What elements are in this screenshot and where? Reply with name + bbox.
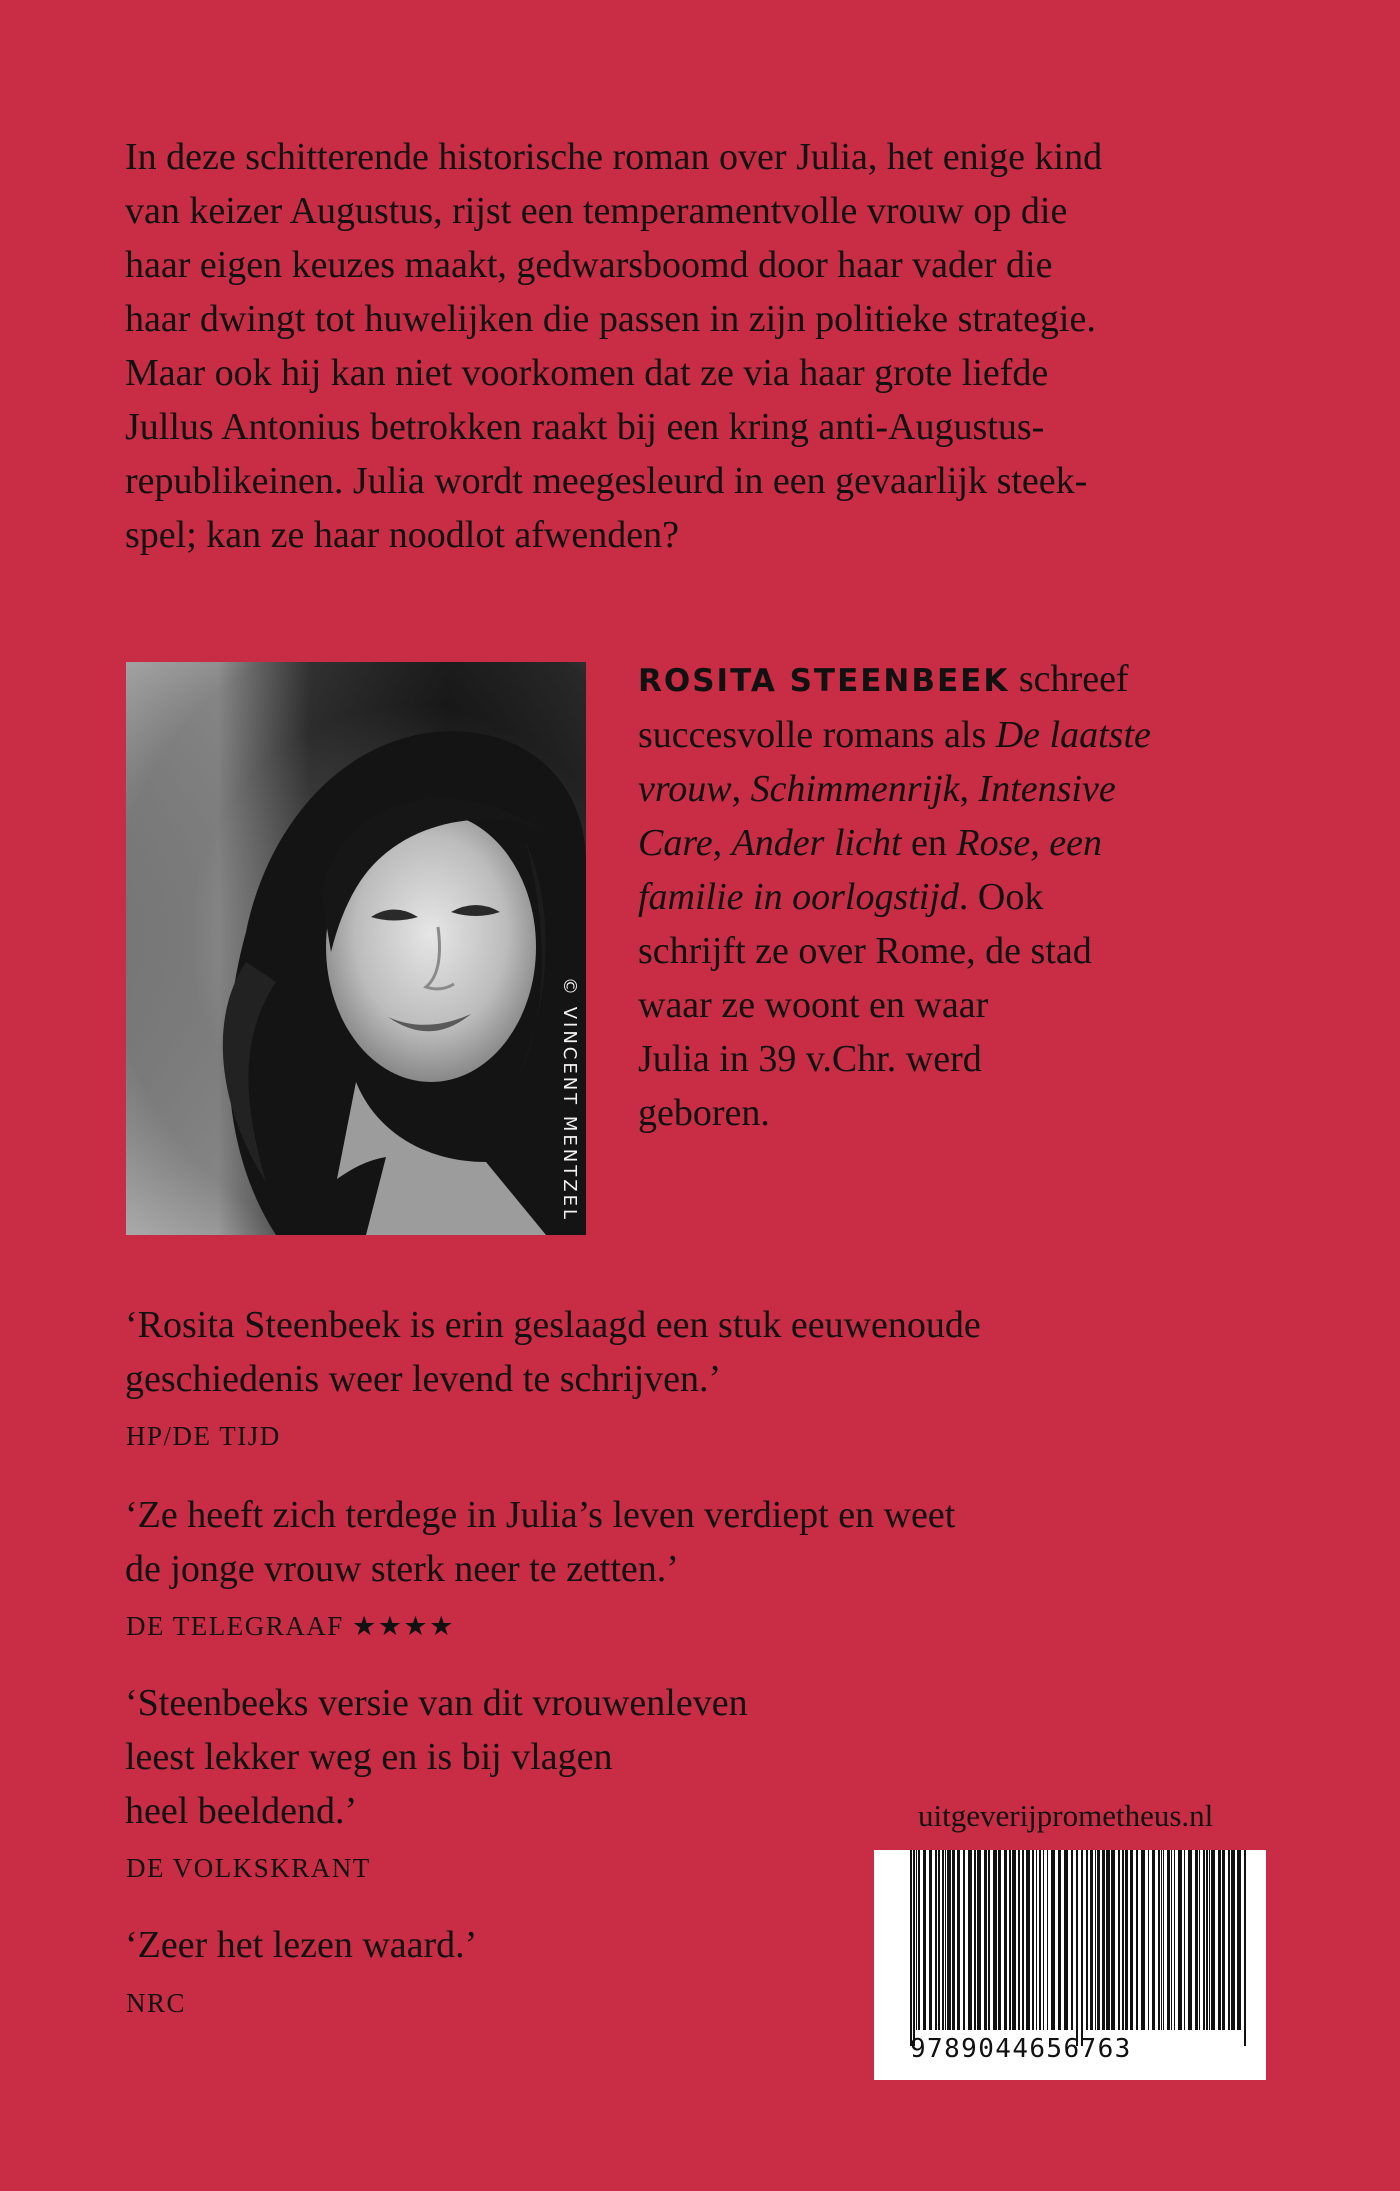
blurb-line: Maar ook hij kan niet voorkomen dat ze via haar grote liefde	[125, 352, 1049, 394]
review-quote	[125, 1918, 477, 1972]
barcode-bar	[1174, 1850, 1175, 2030]
blurb-line: haar dwingt tot huwelijken die passen in zijn politieke strategie.	[125, 298, 1096, 340]
book-blurb	[125, 130, 1245, 562]
barcode-bar	[1111, 1850, 1115, 2030]
barcode-bar	[984, 1850, 987, 2030]
bio-text: . Ook	[958, 876, 1044, 918]
barcode-bar	[1130, 1850, 1133, 2030]
review-source: DE TELEGRAAF ★★★★	[126, 1611, 455, 1641]
quote-line: ‘Rosita Steenbeek is erin geslaagd een stuk eeuwenoude	[125, 1304, 981, 1346]
quote-line: ‘Zeer het lezen waard.’	[125, 1924, 478, 1966]
review-source: HP/DE TIJD	[126, 1421, 281, 1451]
publisher-website[interactable]: uitgeverijprometheus.nl	[918, 1798, 1214, 1833]
barcode-bar	[1086, 1850, 1088, 2030]
review-quote	[125, 1488, 955, 1596]
barcode-bar	[1195, 1850, 1198, 2030]
barcode-bar	[1058, 1850, 1061, 2030]
barcode-bar	[1171, 1850, 1172, 2030]
barcode-bar	[913, 1850, 915, 2046]
bio-text: en	[901, 822, 957, 864]
barcode-bar	[1022, 1850, 1024, 2030]
bio-text: waar ze woont en waar	[638, 984, 989, 1026]
barcode-bar	[1036, 1850, 1037, 2030]
barcode-bar	[1071, 1850, 1073, 2030]
barcode-bar	[1209, 1850, 1210, 2030]
barcode-bar	[929, 1850, 932, 2030]
barcode-bar	[918, 1850, 920, 2030]
barcode-bar	[952, 1850, 955, 2030]
author-photo: © VINCENT MENTZEL	[126, 662, 586, 1235]
author-name: ROSITA STEENBEEK	[638, 663, 1010, 699]
barcode-bar	[974, 1850, 976, 2030]
barcode-bar	[1125, 1850, 1128, 2030]
review-source: DE VOLKSKRANT	[126, 1853, 371, 1883]
author-portrait-illustration	[126, 662, 586, 1235]
barcode-bar	[1218, 1850, 1221, 2030]
barcode-bar	[1076, 1850, 1078, 2046]
barcode-bar	[1102, 1850, 1105, 2030]
barcode-bar	[938, 1850, 940, 2030]
barcode-bar	[1167, 1850, 1170, 2030]
barcode-bar	[1141, 1850, 1145, 2030]
book-title: Schimmenrijk	[750, 768, 960, 810]
barcode-bar	[1237, 1850, 1241, 2030]
barcode-bar	[1051, 1850, 1055, 2030]
barcode-bar	[1009, 1850, 1011, 2030]
book-title: De laatste	[995, 714, 1151, 756]
barcode-bar	[1222, 1850, 1225, 2030]
blurb-line: Jullus Antonius betrokken raakt bij een kring anti-Augustus-	[125, 406, 1045, 448]
barcode-bar	[910, 1850, 912, 2046]
barcode-bar	[1032, 1850, 1034, 2030]
book-title: Rose, een	[956, 822, 1102, 864]
barcode-bar	[1161, 1850, 1162, 2030]
isbn-number: 9789044656763	[910, 2034, 1132, 2064]
barcode-bar	[947, 1850, 951, 2030]
barcode-bar	[1122, 1850, 1124, 2030]
quote-line: ‘Ze heeft zich terdege in Julia’s leven verdiept en weet	[125, 1494, 956, 1536]
book-title: Intensive	[978, 768, 1116, 810]
barcode-bar	[942, 1850, 944, 2030]
isbn-barcode	[874, 1850, 1266, 2080]
book-title: Care	[638, 822, 713, 864]
barcode-bar	[988, 1850, 990, 2030]
blurb-line: spel; kan ze haar noodlot afwenden?	[125, 514, 679, 556]
barcode-bar	[993, 1850, 997, 2030]
barcode-bar	[1148, 1850, 1149, 2030]
barcode-bar	[998, 1850, 1001, 2030]
barcode-bar	[963, 1850, 965, 2030]
quote-line: leest lekker weg en is bij vlagen	[125, 1736, 613, 1778]
barcode-bar	[1004, 1850, 1007, 2030]
bio-text: succesvolle romans als	[638, 714, 996, 756]
review-quote	[125, 1676, 748, 1838]
barcode-bar	[1228, 1850, 1230, 2030]
barcode-bar	[1244, 1850, 1246, 2046]
barcode-bar	[1026, 1850, 1030, 2030]
barcode-bar	[1203, 1850, 1205, 2030]
book-title: Ander licht	[731, 822, 902, 864]
book-title: familie in oorlogstijd	[638, 876, 959, 918]
barcode-bar	[945, 1850, 946, 2030]
barcode-bar	[1097, 1850, 1100, 2030]
bio-text: ,	[731, 768, 751, 810]
barcode-bar	[1047, 1850, 1048, 2030]
barcode-bar	[1118, 1850, 1120, 2030]
barcode-bar	[1163, 1850, 1164, 2030]
barcode-bar	[1152, 1850, 1155, 2030]
blurb-line: van keizer Augustus, rijst een temperamentvolle vrouw op die	[125, 190, 1068, 232]
bio-text: ,	[959, 768, 979, 810]
barcode-bar	[977, 1850, 981, 2030]
bio-text: ,	[712, 822, 732, 864]
quote-line: heel beeldend.’	[125, 1790, 358, 1832]
barcode-bar	[935, 1850, 937, 2030]
blurb-line: haar eigen keuzes maakt, gedwarsboomd door haar vader die	[125, 244, 1053, 286]
barcode-bar	[1064, 1850, 1068, 2030]
bio-text: schreef	[1009, 658, 1129, 700]
barcode-bar	[923, 1850, 926, 2030]
barcode-bar	[957, 1850, 960, 2030]
quote-line: de jonge vrouw sterk neer te zetten.’	[125, 1548, 679, 1590]
review-quote	[125, 1298, 981, 1406]
quote-line: ‘Steenbeeks versie van dit vrouwenleven	[125, 1682, 748, 1724]
bio-text: Julia in 39 v.Chr. werd	[638, 1038, 982, 1080]
barcode-bar	[1199, 1850, 1200, 2030]
barcode-bar	[1095, 1850, 1096, 2030]
barcode-bar	[1081, 1850, 1083, 2046]
barcode-bar	[1211, 1850, 1215, 2030]
author-bio	[638, 652, 1198, 1140]
barcode-bar	[968, 1850, 972, 2030]
barcode-bar	[1012, 1850, 1016, 2030]
barcode-bar	[1178, 1850, 1182, 2030]
review-source: NRC	[126, 1988, 187, 2018]
barcode-bar	[1043, 1850, 1044, 2030]
barcode-bar	[1039, 1850, 1041, 2030]
barcode-bar	[1184, 1850, 1185, 2030]
quote-line: geschiedenis weer levend te schrijven.’	[125, 1358, 722, 1400]
bio-text: schrijft ze over Rome, de stad	[638, 930, 1092, 972]
barcode-bar	[1158, 1850, 1160, 2030]
barcode-bar	[1188, 1850, 1192, 2030]
barcode-bar	[1018, 1850, 1020, 2030]
barcode-bar	[1106, 1850, 1110, 2030]
blurb-line: republikeinen. Julia wordt meegesleurd in een gevaarlijk steek-	[125, 460, 1088, 502]
barcode-bar	[916, 1850, 917, 2030]
book-title: vrouw	[638, 768, 732, 810]
barcode-bar	[1206, 1850, 1208, 2030]
barcode-bar	[1136, 1850, 1138, 2030]
barcode-bar	[1090, 1850, 1093, 2030]
bio-text: geboren.	[638, 1092, 770, 1134]
barcode-bar	[1231, 1850, 1235, 2030]
blurb-line: In deze schitterende historische roman over Julia, het enige kind	[125, 136, 1103, 178]
